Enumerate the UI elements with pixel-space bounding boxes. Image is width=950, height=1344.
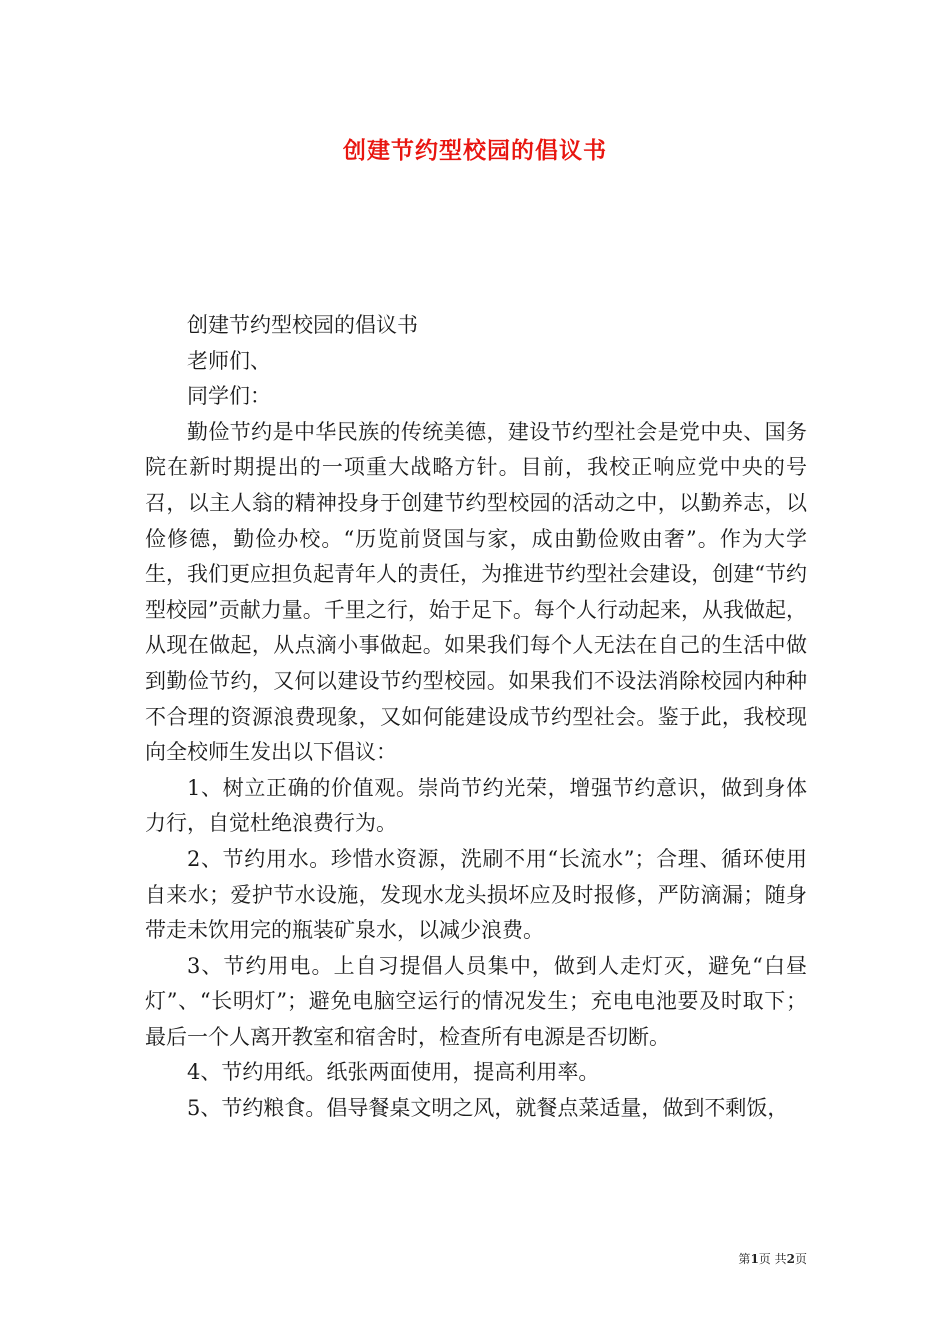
salutation-students: 同学们： — [187, 384, 271, 409]
total-page-number: 2 — [786, 1252, 795, 1266]
body-heading: 创建节约型校园的倡议书 — [187, 313, 418, 337]
footer-prefix: 第 — [738, 1252, 751, 1266]
footer-middle: 页 共 — [758, 1252, 787, 1266]
proposal-item-4: 4、节约用纸。纸张两面使用，提高利用率。 — [187, 1060, 600, 1085]
proposal-item-1: 1、树立正确的价值观。崇尚节约光荣，增强节约意识，做到身体力行，自觉杜绝浪费行为。 — [145, 775, 807, 836]
intro-paragraph: 勤俭节约是中华民族的传统美德，建设节约型社会是党中央、国务院在新时期提出的一项重大战略方针。目前，我校正响应党中央的号召，以主人翁的精神投身于创建节约型校园的活动之中，以勤养志，以俭修德，勤俭办校。“历览前贤国与家，成由勤俭败由奢”。作为大学生，我们更应担负起青年人的责任，为推进节约型社会建设，创建“节约型校园”贡献力量。千里之行，始于足下。每个人行动起来，从我做起，从现在做起，从点滴小事做起。如果我们每个人无法在自己的生活中做到勤俭节约，又何以建设节约型校园。如果我们不设法消除校园内种种不合理的资源浪费现象，又如何能建设成节约型社会。鉴于此，我校现向全校师生发出以下倡议： — [145, 419, 807, 765]
document-title: 创建节约型校园的倡议书 — [343, 137, 607, 164]
page-number-footer — [738, 1250, 807, 1267]
salutation-teachers: 老师们、 — [187, 348, 271, 373]
footer-suffix: 页 — [794, 1252, 807, 1266]
current-page-number: 1 — [750, 1252, 759, 1266]
proposal-item-5: 5、节约粮食。倡导餐桌文明之风，就餐点菜适量，做到不剩饭， — [187, 1096, 789, 1121]
proposal-item-2: 2、节约用水。珍惜水资源，洗刷不用“长流水”；合理、循环使用自来水；爱护节水设施，发现水龙头损坏应及时报修，严防滴漏；随身带走未饮用完的瓶装矿泉水，以减少浪费。 — [145, 846, 807, 943]
document-body — [145, 308, 807, 1127]
proposal-item-3: 3、节约用电。上自习提倡人员集中，做到人走灯灭，避免“白昼灯”、“长明灯”；避免电脑空运行的情况发生；充电电池要及时取下；最后一个人离开教室和宿舍时，检查所有电源是否切断。 — [145, 953, 807, 1049]
